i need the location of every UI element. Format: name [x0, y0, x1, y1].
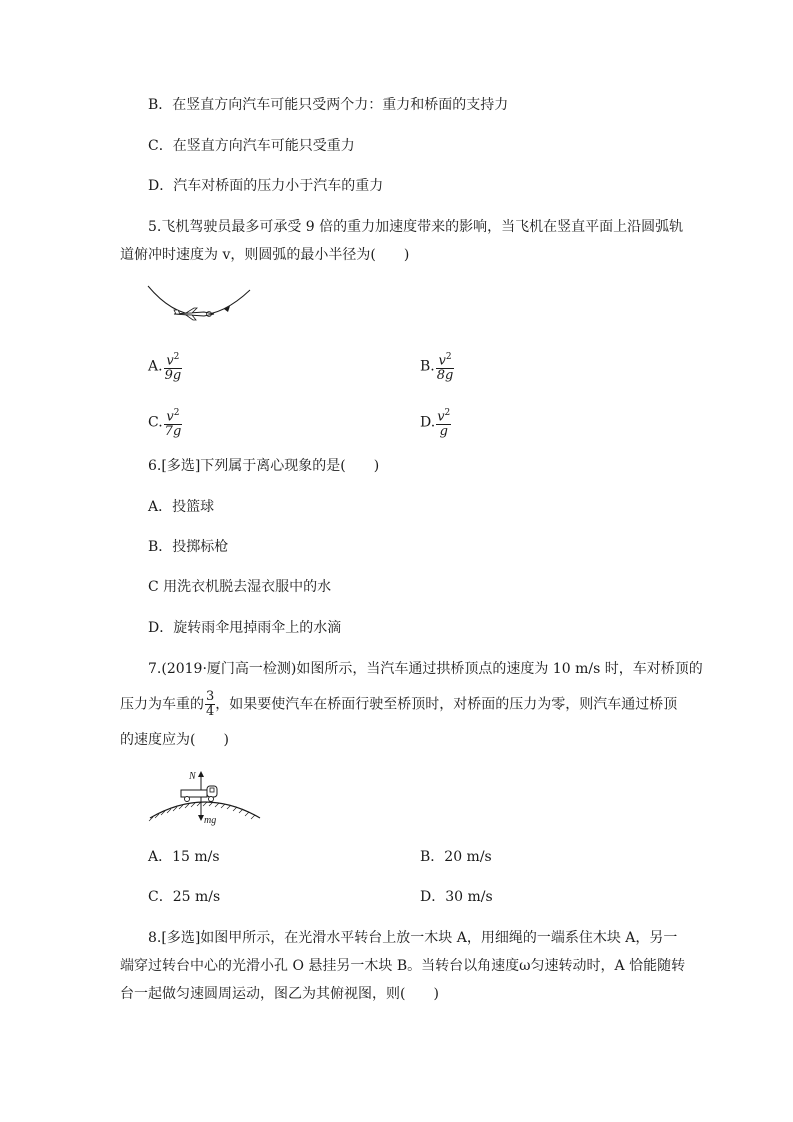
- airplane-icon: [174, 308, 214, 320]
- q4-option-b: B．在竖直方向汽车可能只受两个力：重力和桥面的支持力: [148, 97, 509, 113]
- q6-option-d: D．旋转雨伞甩掉雨伞上的水滴: [148, 620, 342, 636]
- q6-option-c: C 用洗衣机脱去湿衣服中的水: [148, 579, 332, 595]
- q7-option-b: B．20 m/s: [420, 849, 492, 865]
- q5-airplane-arc-figure: [140, 282, 260, 326]
- q5-option-b: B. $\frac{v^2}{8g}$: [420, 352, 454, 384]
- q4-option-d: D．汽车对桥面的压力小于汽车的重力: [148, 178, 384, 194]
- q6-stem: 6.[多选]下列属于离心现象的是( ): [148, 458, 380, 474]
- q4-option-c: C．在竖直方向汽车可能只受重力: [148, 138, 355, 154]
- q7-stem-line1: 7.(2019·厦门高一检测)如图所示，当汽车通过拱桥顶点的速度为 10 m/s 时，车对桥顶的: [148, 661, 703, 677]
- q7-bridge-car-figure: [145, 768, 265, 828]
- q5-option-a: A. $\frac{v^2}{9g}$: [148, 352, 182, 384]
- truck-icon: [181, 786, 217, 802]
- q7-option-d: D．30 m/s: [420, 889, 493, 905]
- q7-option-c: C．25 m/s: [148, 889, 221, 905]
- q6-option-b: B．投掷标枪: [148, 539, 229, 555]
- q5-option-d: D. $\frac{v^2}{g}$: [420, 408, 451, 440]
- q7-stem-line3: 的速度应为( ): [120, 732, 229, 748]
- q8-stem-line1: 8.[多选]如图甲所示，在光滑水平转台上放一木块 A，用细绳的一端系住木块 A，另一: [148, 930, 678, 946]
- q7-option-a: A．15 m/s: [148, 849, 220, 865]
- force-label-n: N: [189, 771, 196, 782]
- q5-option-c: C. $\frac{v^2}{7g}$: [148, 408, 182, 440]
- q5-stem-line2: 道俯冲时速度为 v，则圆弧的最小半径为( ): [120, 247, 410, 263]
- q8-stem-line3: 台一起做匀速圆周运动，图乙为其俯视图，则( ): [120, 986, 439, 1002]
- force-label-mg: mg: [204, 815, 217, 826]
- q8-stem-line2: 端穿过转台中心的光滑小孔 O 悬挂另一木块 B。当转台以角速度ω匀速转动时，A 恰能随转: [120, 958, 686, 974]
- q7-stem-line2: 压力为车重的 $\frac{3}{4}$ ，如果要使汽车在桥面行驶至桥顶时，对桥面的压力为零，则汽车通过桥顶: [120, 689, 678, 719]
- q6-option-a: A．投篮球: [148, 499, 215, 515]
- q5-stem-line1: 5.飞机驾驶员最多可承受 9 倍的重力加速度带来的影响，当飞机在竖直平面上沿圆弧轨: [148, 219, 684, 235]
